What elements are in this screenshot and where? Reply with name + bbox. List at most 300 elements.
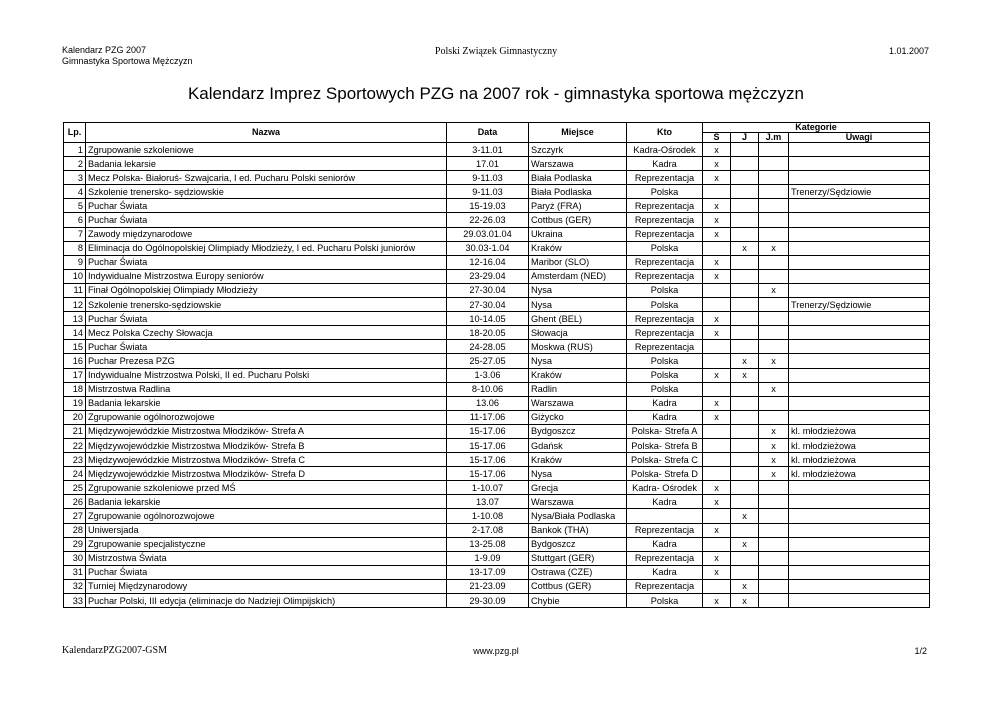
cell-s (703, 185, 731, 199)
cell-kto: Polska (627, 368, 703, 382)
cell-data: 12-16.04 (447, 255, 529, 269)
cell-lp: 27 (64, 509, 86, 523)
cell-nazwa: Zgrupowanie specjalistyczne (86, 537, 447, 551)
header-calendar-label: Kalendarz PZG 2007 (62, 45, 147, 55)
table-row (64, 495, 930, 509)
cell-nazwa: Międzywojewódzkie Mistrzostwa Młodzików- Strefa D (86, 467, 447, 481)
cell-lp: 3 (64, 171, 86, 185)
cell-uwagi (789, 326, 930, 340)
cell-lp: 13 (64, 312, 86, 326)
cell-lp: 9 (64, 255, 86, 269)
table-row (64, 298, 930, 312)
cell-nazwa: Zawody międzynarodowe (86, 227, 447, 241)
cell-s (703, 537, 731, 551)
cell-miejsce: Amsterdam (NED) (529, 269, 627, 283)
cell-data: 13.07 (447, 495, 529, 509)
cell-uwagi (789, 509, 930, 523)
cell-j: x (731, 368, 759, 382)
header-date: 1.01.2007 (888, 46, 929, 56)
cell-jm (759, 509, 789, 523)
cell-jm (759, 199, 789, 213)
col-header-lp: Lp. (64, 123, 86, 143)
cell-j (731, 312, 759, 326)
cell-data: 2-17.08 (447, 523, 529, 537)
cell-nazwa: Indywidualne Mistrzostwa Polski, II ed. Pucharu Polski (86, 368, 447, 382)
cell-s (703, 467, 731, 481)
cell-s: x (703, 396, 731, 410)
table-row (64, 269, 930, 283)
cell-data: 15-17.06 (447, 453, 529, 467)
cell-lp: 21 (64, 424, 86, 438)
cell-data: 1-9.09 (447, 551, 529, 565)
cell-j (731, 269, 759, 283)
cell-lp: 20 (64, 410, 86, 424)
table-header-row (64, 123, 930, 133)
cell-kto: Reprezentacja (627, 523, 703, 537)
cell-uwagi: kl. młodzieżowa (789, 438, 930, 452)
cell-miejsce: Gdańsk (529, 438, 627, 452)
cell-nazwa: Puchar Prezesa PZG (86, 354, 447, 368)
cell-uwagi (789, 565, 930, 579)
cell-data: 15-17.06 (447, 438, 529, 452)
cell-uwagi (789, 537, 930, 551)
cell-uwagi (789, 523, 930, 537)
cell-lp: 7 (64, 227, 86, 241)
cell-kto: Polska (627, 298, 703, 312)
cell-uwagi (789, 368, 930, 382)
cell-miejsce: Grecja (529, 481, 627, 495)
cell-j (731, 340, 759, 354)
cell-s: x (703, 565, 731, 579)
cell-jm (759, 396, 789, 410)
cell-miejsce: Nysa (529, 467, 627, 481)
table-row (64, 565, 930, 579)
cell-kto: Polska- Strefa D (627, 467, 703, 481)
table-body (64, 143, 930, 608)
cell-nazwa: Uniwersjada (86, 523, 447, 537)
cell-s (703, 382, 731, 396)
page-title: Kalendarz Imprez Sportowych PZG na 2007 rok - gimnastyka sportowa mężczyzn (187, 84, 805, 103)
cell-s: x (703, 481, 731, 495)
cell-jm (759, 368, 789, 382)
cell-j (731, 143, 759, 157)
table-row (64, 551, 930, 565)
table-row (64, 241, 930, 255)
cell-nazwa: Finał Ogólnopolskiej Olimpiady Młodzieży (86, 283, 447, 297)
cell-j (731, 157, 759, 171)
cell-kto: Reprezentacja (627, 579, 703, 593)
cell-jm: x (759, 283, 789, 297)
cell-uwagi (789, 213, 930, 227)
cell-kto: Reprezentacja (627, 312, 703, 326)
cell-s: x (703, 227, 731, 241)
cell-s (703, 438, 731, 452)
cell-data: 17.01 (447, 157, 529, 171)
cell-jm (759, 594, 789, 608)
footer-document-id: KalendarzPZG2007-GSM (62, 645, 167, 656)
cell-jm (759, 298, 789, 312)
cell-j: x (731, 509, 759, 523)
cell-kto: Polska (627, 241, 703, 255)
cell-data: 1-10.07 (447, 481, 529, 495)
cell-lp: 31 (64, 565, 86, 579)
header-discipline-label: Gimnastyka Sportowa Mężczyzn (62, 56, 193, 66)
cell-uwagi (789, 199, 930, 213)
cell-nazwa: Szkolenie trenersko- sędziowskie (86, 185, 447, 199)
cell-s: x (703, 326, 731, 340)
cell-j (731, 424, 759, 438)
cell-j (731, 283, 759, 297)
cell-uwagi (789, 594, 930, 608)
cell-s: x (703, 213, 731, 227)
cell-lp: 10 (64, 269, 86, 283)
cell-kto: Reprezentacja (627, 255, 703, 269)
cell-j (731, 551, 759, 565)
table-row (64, 143, 930, 157)
cell-s: x (703, 171, 731, 185)
cell-kto: Polska- Strefa A (627, 424, 703, 438)
col-header-data: Data (447, 123, 529, 143)
cell-data: 1-10.08 (447, 509, 529, 523)
cell-lp: 26 (64, 495, 86, 509)
cell-lp: 2 (64, 157, 86, 171)
cell-j (731, 481, 759, 495)
cell-j: x (731, 537, 759, 551)
footer-page-number: 1/2 (914, 646, 927, 656)
cell-kto: Polska (627, 594, 703, 608)
cell-kto: Reprezentacja (627, 269, 703, 283)
cell-kto: Kadra-Ośrodek (627, 143, 703, 157)
cell-nazwa: Mecz Polska Czechy Słowacja (86, 326, 447, 340)
table-row (64, 185, 930, 199)
cell-miejsce: Ostrawa (CZE) (529, 565, 627, 579)
cell-lp: 11 (64, 283, 86, 297)
cell-lp: 4 (64, 185, 86, 199)
cell-data: 18-20.05 (447, 326, 529, 340)
cell-kto: Kadra (627, 537, 703, 551)
cell-j (731, 382, 759, 396)
cell-uwagi: Trenerzy/Sędziowie (789, 185, 930, 199)
cell-kto: Kadra (627, 410, 703, 424)
cell-miejsce: Warszawa (529, 157, 627, 171)
cell-miejsce: Paryż (FRA) (529, 199, 627, 213)
cell-kto: Reprezentacja (627, 340, 703, 354)
cell-j (731, 227, 759, 241)
table-row (64, 537, 930, 551)
cell-uwagi (789, 241, 930, 255)
table-row (64, 410, 930, 424)
cell-nazwa: Puchar Świata (86, 199, 447, 213)
cell-jm: x (759, 424, 789, 438)
cell-miejsce: Nysa/Biała Podlaska (529, 509, 627, 523)
cell-lp: 24 (64, 467, 86, 481)
cell-miejsce: Cottbus (GER) (529, 213, 627, 227)
cell-data: 3-11.01 (447, 143, 529, 157)
cell-jm (759, 579, 789, 593)
cell-lp: 5 (64, 199, 86, 213)
cell-uwagi: Trenerzy/Sędziowie (789, 298, 930, 312)
cell-lp: 19 (64, 396, 86, 410)
cell-miejsce: Bankok (THA) (529, 523, 627, 537)
cell-kto: Kadra- Ośrodek (627, 481, 703, 495)
cell-uwagi (789, 495, 930, 509)
cell-lp: 16 (64, 354, 86, 368)
cell-nazwa: Międzywojewódzkie Mistrzostwa Młodzików- Strefa B (86, 438, 447, 452)
cell-nazwa: Eliminacja do Ogólnopolskiej Olimpiady Młodzieży, I ed. Pucharu Polski juniorów (86, 241, 447, 255)
cell-kto: Kadra (627, 495, 703, 509)
cell-data: 13-25.08 (447, 537, 529, 551)
cell-s: x (703, 410, 731, 424)
cell-jm (759, 340, 789, 354)
cell-j (731, 396, 759, 410)
cell-jm: x (759, 467, 789, 481)
cell-kto: Polska (627, 185, 703, 199)
cell-nazwa: Badania lekarskie (86, 396, 447, 410)
cell-jm (759, 255, 789, 269)
cell-data: 11-17.06 (447, 410, 529, 424)
cell-kto: Reprezentacja (627, 551, 703, 565)
cell-lp: 17 (64, 368, 86, 382)
cell-miejsce: Maribor (SLO) (529, 255, 627, 269)
col-header-uwagi: Uwagi (789, 133, 930, 143)
cell-j (731, 171, 759, 185)
cell-s (703, 241, 731, 255)
cell-j (731, 326, 759, 340)
cell-kto: Polska- Strefa C (627, 453, 703, 467)
cell-j (731, 565, 759, 579)
cell-jm (759, 495, 789, 509)
cell-uwagi: kl. młodzieżowa (789, 467, 930, 481)
cell-j (731, 453, 759, 467)
cell-kto: Kadra (627, 396, 703, 410)
cell-data: 8-10.06 (447, 382, 529, 396)
cell-jm (759, 269, 789, 283)
cell-uwagi (789, 382, 930, 396)
cell-uwagi (789, 157, 930, 171)
cell-kto: Kadra (627, 565, 703, 579)
cell-jm (759, 143, 789, 157)
table-row (64, 312, 930, 326)
col-header-j: J (731, 133, 759, 143)
table-row (64, 424, 930, 438)
cell-miejsce: Warszawa (529, 495, 627, 509)
cell-j: x (731, 354, 759, 368)
cell-lp: 15 (64, 340, 86, 354)
cell-s: x (703, 594, 731, 608)
cell-jm (759, 410, 789, 424)
cell-jm (759, 565, 789, 579)
cell-jm (759, 537, 789, 551)
cell-miejsce: Biała Podlaska (529, 185, 627, 199)
table-row (64, 438, 930, 452)
cell-s: x (703, 523, 731, 537)
cell-kto: Reprezentacja (627, 199, 703, 213)
table-row (64, 157, 930, 171)
cell-uwagi (789, 410, 930, 424)
cell-s: x (703, 368, 731, 382)
cell-data: 9-11.03 (447, 185, 529, 199)
cell-miejsce: Nysa (529, 354, 627, 368)
cell-jm (759, 312, 789, 326)
cell-kto: Polska (627, 283, 703, 297)
cell-miejsce: Bydgoszcz (529, 424, 627, 438)
cell-data: 27-30.04 (447, 298, 529, 312)
cell-uwagi (789, 340, 930, 354)
table-row (64, 382, 930, 396)
cell-j (731, 199, 759, 213)
cell-s: x (703, 199, 731, 213)
cell-data: 15-17.06 (447, 467, 529, 481)
cell-s: x (703, 269, 731, 283)
col-header-kto: Kto (627, 123, 703, 143)
cell-data: 29.03.01.04 (447, 227, 529, 241)
cell-jm (759, 523, 789, 537)
cell-jm (759, 171, 789, 185)
cell-j (731, 410, 759, 424)
cell-uwagi (789, 396, 930, 410)
cell-uwagi (789, 143, 930, 157)
col-header-s: S (703, 133, 731, 143)
cell-nazwa: Badania lekarskie (86, 495, 447, 509)
cell-nazwa: Puchar Świata (86, 565, 447, 579)
table-row (64, 368, 930, 382)
cell-data: 27-30.04 (447, 283, 529, 297)
cell-data: 15-19.03 (447, 199, 529, 213)
cell-miejsce: Radlin (529, 382, 627, 396)
cell-data: 13-17.09 (447, 565, 529, 579)
table-row (64, 199, 930, 213)
cell-lp: 22 (64, 438, 86, 452)
cell-lp: 8 (64, 241, 86, 255)
cell-miejsce: Nysa (529, 283, 627, 297)
cell-kto (627, 509, 703, 523)
cell-uwagi (789, 354, 930, 368)
cell-lp: 25 (64, 481, 86, 495)
cell-kto: Reprezentacja (627, 326, 703, 340)
cell-s: x (703, 551, 731, 565)
cell-nazwa: Międzywojewódzkie Mistrzostwa Młodzików- Strefa A (86, 424, 447, 438)
cell-uwagi (789, 283, 930, 297)
cell-j (731, 185, 759, 199)
table-row (64, 467, 930, 481)
cell-uwagi: kl. młodzieżowa (789, 453, 930, 467)
cell-kto: Reprezentacja (627, 213, 703, 227)
table-row (64, 255, 930, 269)
cell-data: 9-11.03 (447, 171, 529, 185)
cell-data: 10-14.05 (447, 312, 529, 326)
cell-jm: x (759, 453, 789, 467)
cell-nazwa: Zgrupowanie ogólnorozwojowe (86, 410, 447, 424)
cell-miejsce: Szczyrk (529, 143, 627, 157)
cell-miejsce: Biała Podlaska (529, 171, 627, 185)
cell-uwagi (789, 255, 930, 269)
cell-data: 24-28.05 (447, 340, 529, 354)
cell-jm (759, 185, 789, 199)
cell-miejsce: Kraków (529, 453, 627, 467)
cell-nazwa: Zgrupowanie ogólnorozwojowe (86, 509, 447, 523)
cell-uwagi (789, 227, 930, 241)
cell-nazwa: Puchar Świata (86, 340, 447, 354)
table-row (64, 213, 930, 227)
cell-nazwa: Mistrzostwa Radlina (86, 382, 447, 396)
cell-lp: 29 (64, 537, 86, 551)
cell-s: x (703, 143, 731, 157)
cell-lp: 30 (64, 551, 86, 565)
cell-j (731, 438, 759, 452)
cell-data: 29-30.09 (447, 594, 529, 608)
table-row (64, 227, 930, 241)
table-row (64, 396, 930, 410)
table-row (64, 523, 930, 537)
cell-miejsce: Bydgoszcz (529, 537, 627, 551)
cell-jm (759, 157, 789, 171)
cell-lp: 28 (64, 523, 86, 537)
cell-s: x (703, 312, 731, 326)
cell-nazwa: Mistrzostwa Świata (86, 551, 447, 565)
schedule-table (63, 122, 930, 608)
cell-kto: Reprezentacja (627, 227, 703, 241)
cell-uwagi (789, 551, 930, 565)
cell-s: x (703, 157, 731, 171)
cell-data: 1-3.06 (447, 368, 529, 382)
cell-lp: 23 (64, 453, 86, 467)
cell-j (731, 495, 759, 509)
table-row (64, 579, 930, 593)
cell-miejsce: Cottbus (GER) (529, 579, 627, 593)
cell-jm (759, 227, 789, 241)
cell-uwagi: kl. młodzieżowa (789, 424, 930, 438)
cell-data: 21-23.09 (447, 579, 529, 593)
cell-jm: x (759, 354, 789, 368)
cell-miejsce: Ghent (BEL) (529, 312, 627, 326)
cell-s (703, 509, 731, 523)
cell-jm: x (759, 382, 789, 396)
table-row (64, 594, 930, 608)
cell-lp: 1 (64, 143, 86, 157)
cell-nazwa: Puchar Polski, III edycja (eliminacje do Nadzieji Olimpijskich) (86, 594, 447, 608)
cell-miejsce: Moskwa (RUS) (529, 340, 627, 354)
cell-s: x (703, 255, 731, 269)
cell-j (731, 298, 759, 312)
cell-nazwa: Międzywojewódzkie Mistrzostwa Młodzików- Strefa C (86, 453, 447, 467)
cell-nazwa: Badania lekarsie (86, 157, 447, 171)
col-header-jm: J.m (759, 133, 789, 143)
cell-jm (759, 326, 789, 340)
cell-jm (759, 213, 789, 227)
table-row (64, 453, 930, 467)
cell-jm (759, 481, 789, 495)
cell-lp: 14 (64, 326, 86, 340)
cell-s (703, 340, 731, 354)
cell-lp: 33 (64, 594, 86, 608)
table-row (64, 340, 930, 354)
cell-uwagi (789, 312, 930, 326)
cell-uwagi (789, 171, 930, 185)
cell-s (703, 354, 731, 368)
cell-jm: x (759, 241, 789, 255)
table-row (64, 509, 930, 523)
cell-j: x (731, 594, 759, 608)
cell-s (703, 283, 731, 297)
col-header-nazwa: Nazwa (86, 123, 447, 143)
cell-data: 30.03-1.04 (447, 241, 529, 255)
cell-j (731, 213, 759, 227)
cell-s (703, 298, 731, 312)
cell-miejsce: Kraków (529, 368, 627, 382)
cell-data: 23-29.04 (447, 269, 529, 283)
cell-nazwa: Szkolenie trenersko-sędziowskie (86, 298, 447, 312)
cell-lp: 12 (64, 298, 86, 312)
